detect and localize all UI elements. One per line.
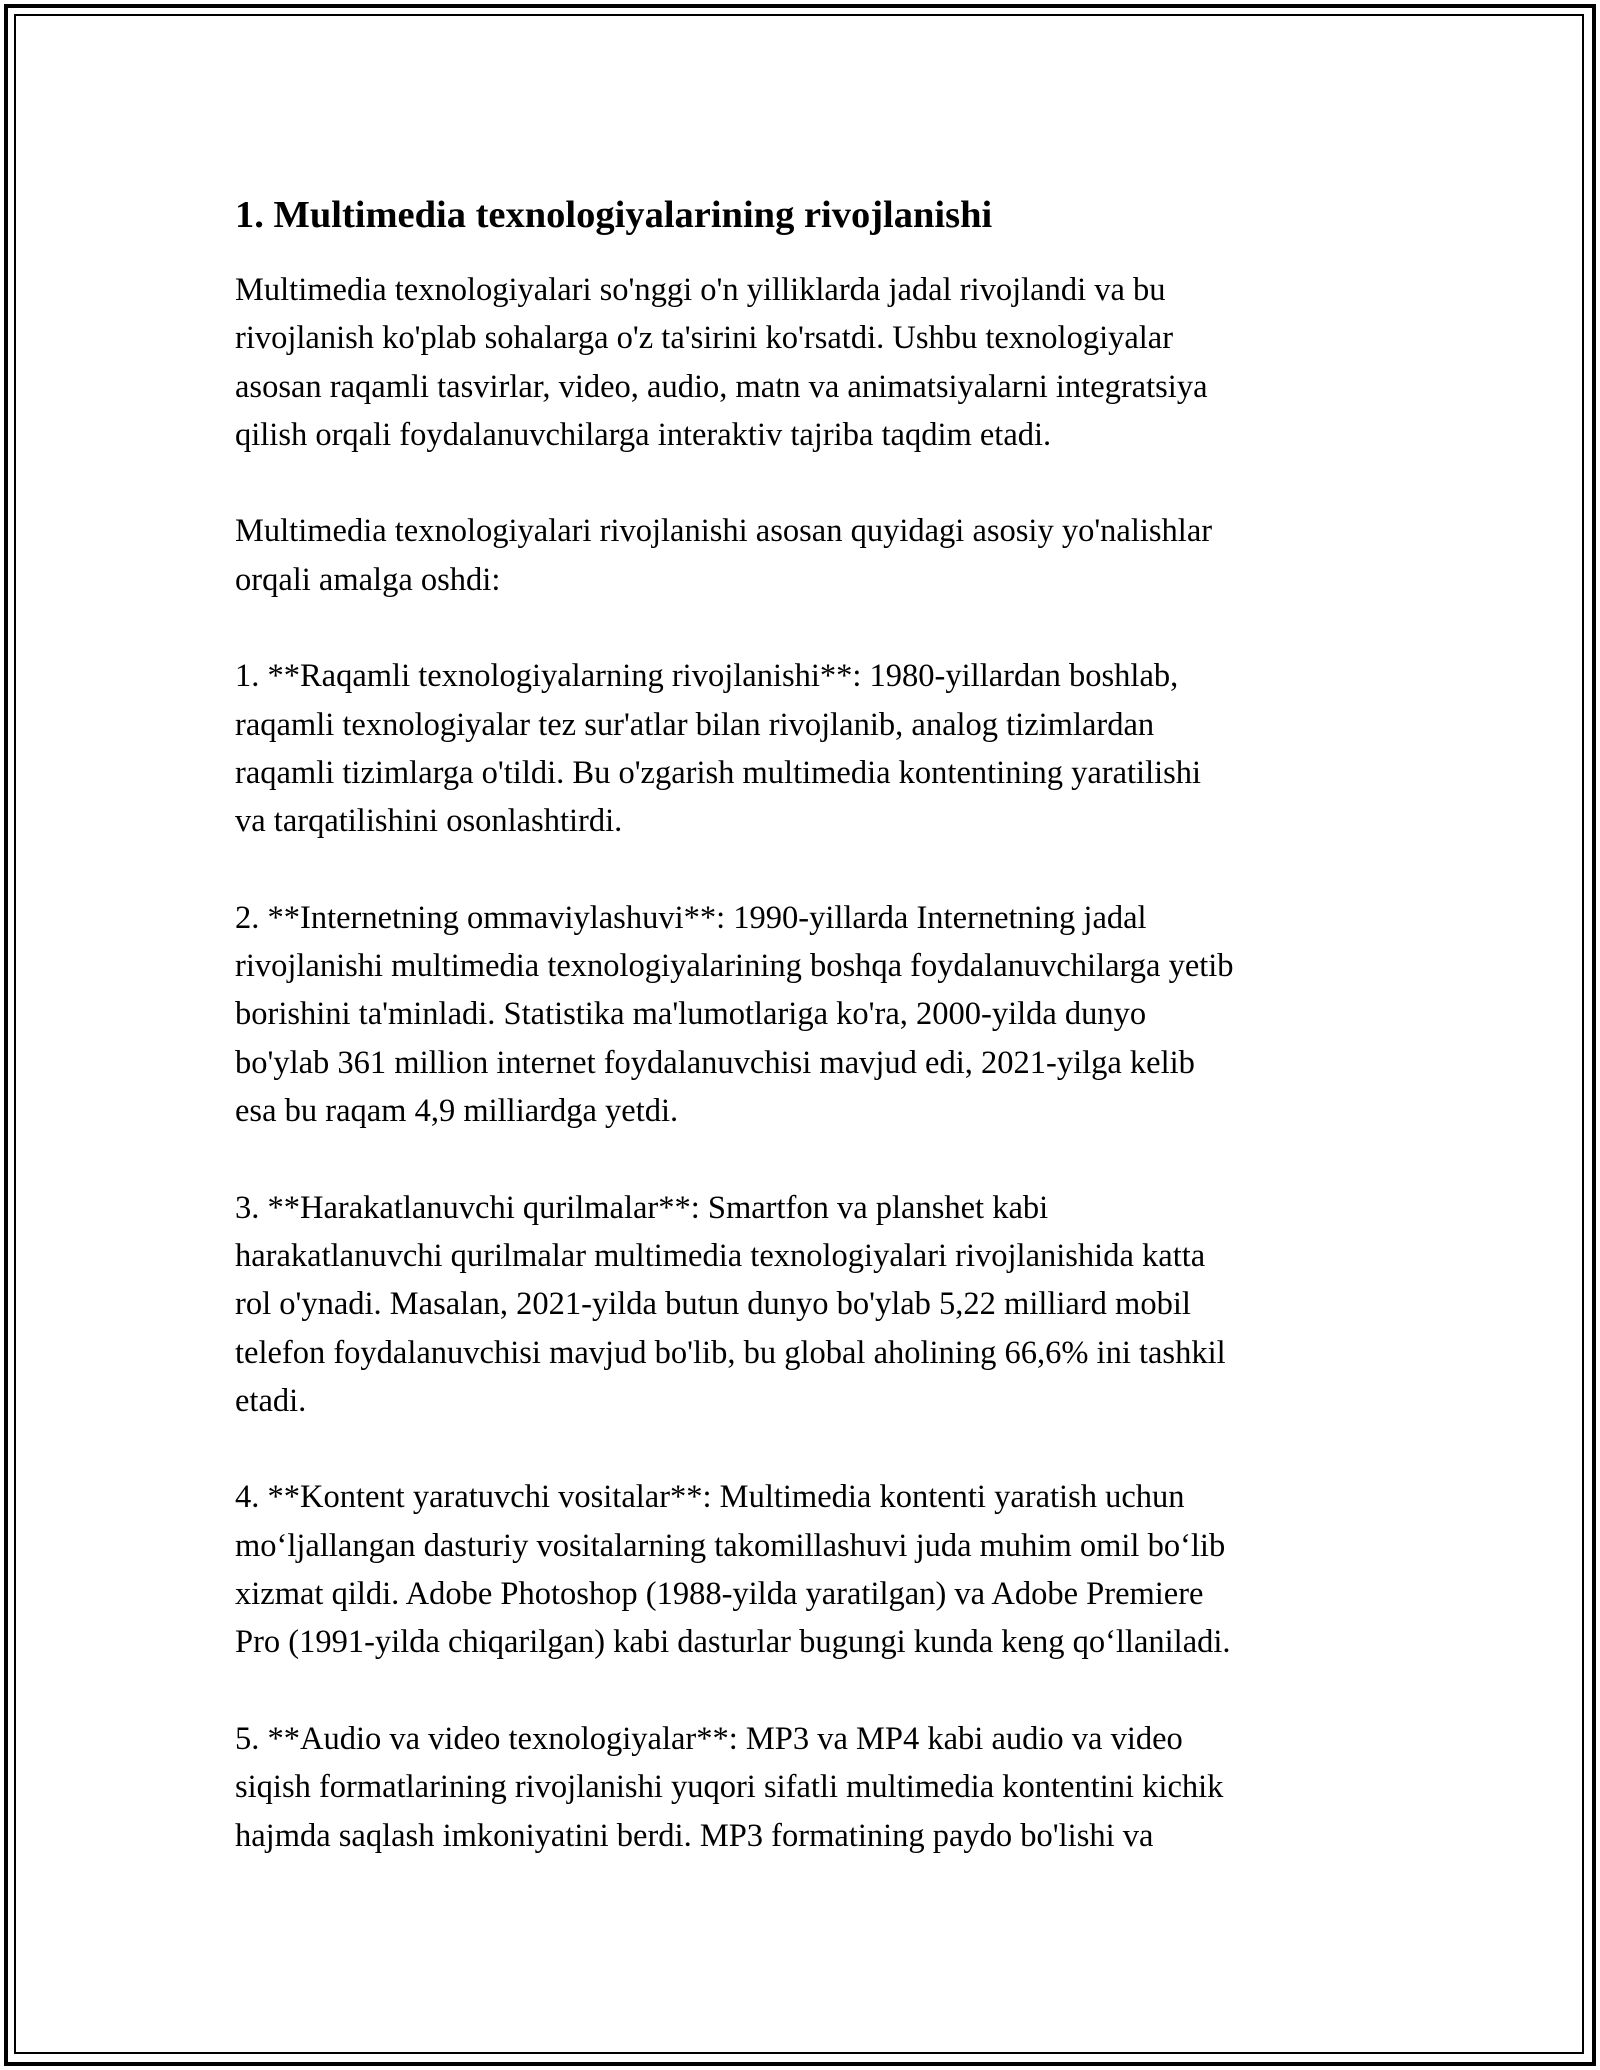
text-line: etadi. <box>235 1382 307 1419</box>
paragraph <box>235 266 1375 459</box>
paragraph <box>235 1473 1375 1666</box>
paragraph <box>235 652 1375 845</box>
paragraph <box>235 894 1375 1135</box>
text-line: borishini ta'minladi. Statistika ma'lumotlariga ko'ra, 2000-yilda dunyo <box>235 996 1147 1033</box>
text-line: telefon foydalanuvchisi mavjud bo'lib, bu global aholining 66,6% ini tashkil <box>235 1334 1226 1371</box>
section-title: 1. Multimedia texnologiyalarining rivojlanishi <box>235 194 993 236</box>
document-body <box>235 186 1375 1908</box>
text-line: harakatlanuvchi qurilmalar multimedia texnologiyalari rivojlanishida katta <box>235 1237 1206 1274</box>
paragraph <box>235 1184 1375 1425</box>
text-line: 3. **Harakatlanuvchi qurilmalar**: Smartfon va planshet kabi <box>235 1189 1049 1226</box>
text-line: orqali amalga oshdi: <box>235 561 501 598</box>
paragraph <box>235 1715 1375 1860</box>
text-line: xizmat qildi. Adobe Photoshop (1988-yilda yaratilgan) va Adobe Premiere <box>235 1576 1204 1613</box>
text-line: 1. **Raqamli texnologiyalarning rivojlanishi**: 1980-yillardan boshlab, <box>235 658 1179 695</box>
text-line: Pro (1991-yilda chiqarilgan) kabi dasturlar bugungi kunda keng qo‘llaniladi. <box>235 1624 1231 1661</box>
text-line: raqamli texnologiyalar tez sur'atlar bilan rivojlanib, analog tizimlardan <box>235 706 1155 743</box>
text-line: raqamli tizimlarga o'tildi. Bu o'zgarish multimedia kontentining yaratilishi <box>235 754 1202 791</box>
text-line: asosan raqamli tasvirlar, video, audio, matn va animatsiyalarni integratsiya <box>235 368 1208 405</box>
text-line: hajmda saqlash imkoniyatini berdi. MP3 formatining paydo bo'lishi va <box>235 1817 1154 1854</box>
text-line: 4. **Kontent yaratuvchi vositalar**: Multimedia kontenti yaratish uchun <box>235 1479 1185 1516</box>
text-line: qilish orqali foydalanuvchilarga interaktiv tajriba taqdim etadi. <box>235 416 1052 453</box>
text-line: mo‘ljallangan dasturiy vositalarning takomillashuvi juda muhim omil bo‘lib <box>235 1527 1226 1564</box>
text-line: siqish formatlarining rivojlanishi yuqori sifatli multimedia kontentini kichik <box>235 1769 1224 1806</box>
text-line: rivojlanishi multimedia texnologiyalarining boshqa foydalanuvchilarga yetib <box>235 948 1234 985</box>
paragraph <box>235 507 1375 604</box>
text-line: va tarqatilishini osonlashtirdi. <box>235 803 623 840</box>
text-line: esa bu raqam 4,9 milliardga yetdi. <box>235 1093 679 1130</box>
text-line: rol o'ynadi. Masalan, 2021-yilda butun dunyo bo'ylab 5,22 milliard mobil <box>235 1286 1191 1323</box>
text-line: Multimedia texnologiyalari so'nggi o'n yilliklarda jadal rivojlandi va bu <box>235 272 1166 308</box>
text-line: bo'ylab 361 million internet foydalanuvchisi mavjud edi, 2021-yilga kelib <box>235 1044 1195 1081</box>
text-line: rivojlanish ko'plab sohalarga o'z ta'sirini ko'rsatdi. Ushbu texnologiyalar <box>235 320 1174 357</box>
text-line: Multimedia texnologiyalari rivojlanishi asosan quyidagi asosiy yo'nalishlar <box>235 513 1213 550</box>
paragraph-list <box>235 266 1375 1860</box>
text-line: 2. **Internetning ommaviylashuvi**: 1990-yillarda Internetning jadal <box>235 899 1147 936</box>
text-line: 5. **Audio va video texnologiyalar**: MP3 va MP4 kabi audio va video <box>235 1720 1183 1757</box>
